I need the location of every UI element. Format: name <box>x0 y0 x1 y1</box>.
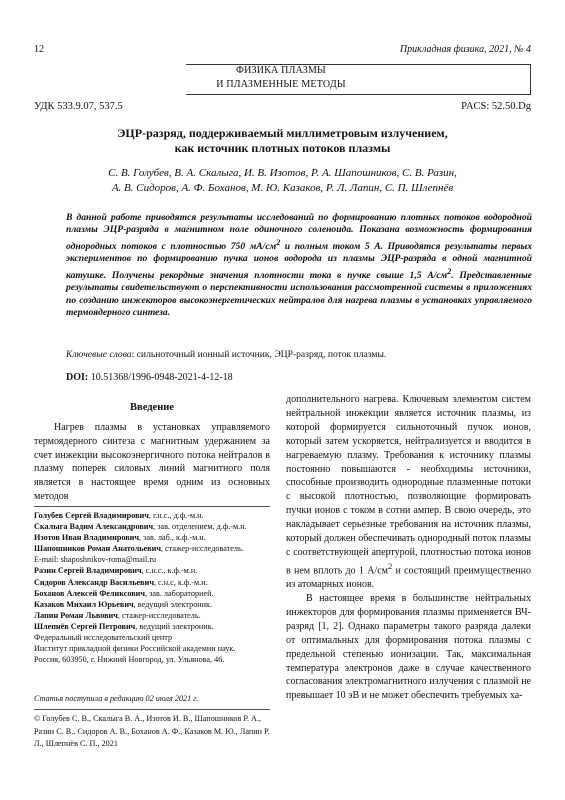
author-info-8: Казаков Михаил Юрьевич, ведущий электроник. <box>34 599 213 609</box>
authors-line-2: А. В. Сидоров, А. Ф. Боханов, М. Ю. Казаков, Р. Л. Лапин, С. П. Шлепнёв <box>111 182 454 194</box>
abstract-sup-1: 2 <box>276 237 281 247</box>
intro-heading: Введение <box>130 402 174 413</box>
abstract-sup-2: 2 <box>447 266 452 276</box>
section-line-1: ФИЗИКА ПЛАЗМЫ <box>236 65 326 76</box>
contact-email[interactable]: E-mail: shaposhnikov-roma@mail.ru <box>34 555 157 565</box>
author-info-1: Голубев Сергей Владимирович, г.н.с., д.ф.-м.н. <box>34 511 204 520</box>
udc-code: УДК 533.9.07, 537.5 <box>34 101 123 112</box>
abstract-part-3: . Представленные результаты свидетельствуют о перспективности использования рассмотренной системы в приложениях по созданию инжекторов высокоэнергетических нейтралов для нагрева плазмы в установках управляемого термоядерного синтеза. <box>66 270 532 319</box>
copyright-notice: © Голубев С. В., Скалыга В. А., Изотов И. В., Шапошников Р. А., Разин С. В., Сидоров А. В., Боханов А. Ф., Казаков М. Ю., Лапин Р. Л., Шлепнёв С. П., 2021 <box>34 714 270 749</box>
keywords-label: Ключевые слова <box>66 349 132 360</box>
author-info-6: Сидоров Александр Васильевич, с.н.с, к.ф.-м.н. <box>34 577 208 587</box>
abstract <box>66 212 532 320</box>
doi-label: DOI: <box>66 372 89 383</box>
authors-line-1: С. В. Голубев, В. А. Скалыга, И. В. Изотов, Р. А. Шапошников, С. В. Разин, <box>108 167 457 179</box>
pacs-code: PACS: 52.50.Dg <box>461 101 531 112</box>
section-rule-side <box>530 64 531 95</box>
intro-left-paragraph: Нагрев плазмы в установках управляемого термоядерного синтеза с магнитным удержанием за счет инжекции высокоэнергичного потока нейтралов в плазму поперек силовых линий магнитного поля является в настоящее время одним из основных методов <box>34 422 270 502</box>
footnote-rule <box>34 506 270 507</box>
title-line-1: ЭЦР-разряд, поддерживаемый миллиметровым излучением, <box>117 126 448 140</box>
section-line-2: И ПЛАЗМЕННЫЕ МЕТОДЫ <box>216 79 346 90</box>
author-info-10: Шлепнёв Сергей Петрович, ведущий электроник. <box>34 621 214 631</box>
intro-right-paragraph-2: В настоящее время в большинстве нейтральных инжекторов для формирования плазмы применяется ВЧ-разряд [1, 2]. Однако параметры такого разряда далеки от оптимальных для формирования потока плазмы с предельной степенью ионизации. Так, максимальная температура электронов даже в случае качественного согласования электромагнитного излучения с плазмой не превышает 10 эВ и не может обеспечить требуемых ха- <box>286 593 531 702</box>
keywords-text: : сильноточный ионный источник, ЭЦР-разряд, поток плазмы. <box>131 349 387 360</box>
doi <box>66 372 233 383</box>
section-heading <box>186 64 376 92</box>
author-list <box>34 166 531 196</box>
received-date: Статья поступила в редакцию 02 июля 2021 г. <box>34 694 199 703</box>
doi-value[interactable]: 10.51368/1996-0948-2021-4-12-18 <box>88 372 233 383</box>
author-info-7: Боханов Алексей Феликсович, зав. лабораторией. <box>34 588 214 598</box>
page-number: 12 <box>34 44 44 55</box>
title-line-2: как источник плотных потоков плазмы <box>174 141 391 155</box>
author-info-9: Лапин Роман Львович, стажер-исследователь. <box>34 610 201 620</box>
affiliation-line-2: Институт прикладной физики Российской академии наук. <box>34 644 236 654</box>
author-info-4: Шапошников Роман Анатольевич, стажер-исследователь. <box>34 544 244 554</box>
affiliation-line-1: Федеральный исследовательский центр <box>34 633 173 643</box>
author-info-5: Разин Сергей Владимирович, с.н.с., к.ф.-м.н. <box>34 566 198 576</box>
abstract-part-1: В данной работе приводятся результаты исследований по формированию плотных потоков водородной плазмы ЭЦР-разряда в магнитном поле одиночного соленоида. Показана возможность формирования однородных потоков с плотностью 750 мА/см <box>66 212 532 252</box>
abstract-part-2: и полным током 5 А. Приводятся результаты первых экспериментов по формированию пучка ионов водорода из плазмы ЭЦР-разряда в одной магнитной катушке. Получены рекордные значения плотности тока в пучке свыше 1,5 А/см <box>66 241 532 281</box>
copyright-rule <box>34 709 270 710</box>
section-rule-bottom <box>186 94 531 95</box>
article-title <box>34 126 531 156</box>
intro-right-column <box>286 393 531 703</box>
author-info-3: Изотов Иван Владимирович, зав. лаб., к.ф.-м.н. <box>34 533 206 543</box>
author-footnote <box>34 510 270 665</box>
author-info-2: Скалыга Вадим Александрович, зав. отделением, д.ф.-м.н. <box>34 522 247 532</box>
journal-running-head: Прикладная физика, 2021, № 4 <box>399 44 531 55</box>
intro-left-column <box>34 421 270 504</box>
intro-right-paragraph-1: дополнительного нагрева. Ключевым элементом систем нейтральной инжекции является источник плазмы, из которой формируется сильноточный пучок ионов, который затем ускоряется, нейтрализуется и вводится в нагреваемую плазму. Требования к источнику плазмы постоянно повышаются - необходимы источники, способные производить однородные плазменные потоки с высокой плотностью, позволяющие формировать пучки ионов с током в сотни ампер. В свою очередь, это накладывает серьезные требования на источник плазмы, который должен обеспечивать однородный поток плазмы с соответствующей апертурой, плотностью потока ионов в нем вплоть до 1 $А/см^2$ и состоящий преимущественно из атомарных ионов. <box>286 394 532 591</box>
keywords <box>66 349 532 360</box>
affiliation-line-3: Россия, 603950, г. Нижний Новгород, ул. Ульянова, 46. <box>34 655 225 665</box>
